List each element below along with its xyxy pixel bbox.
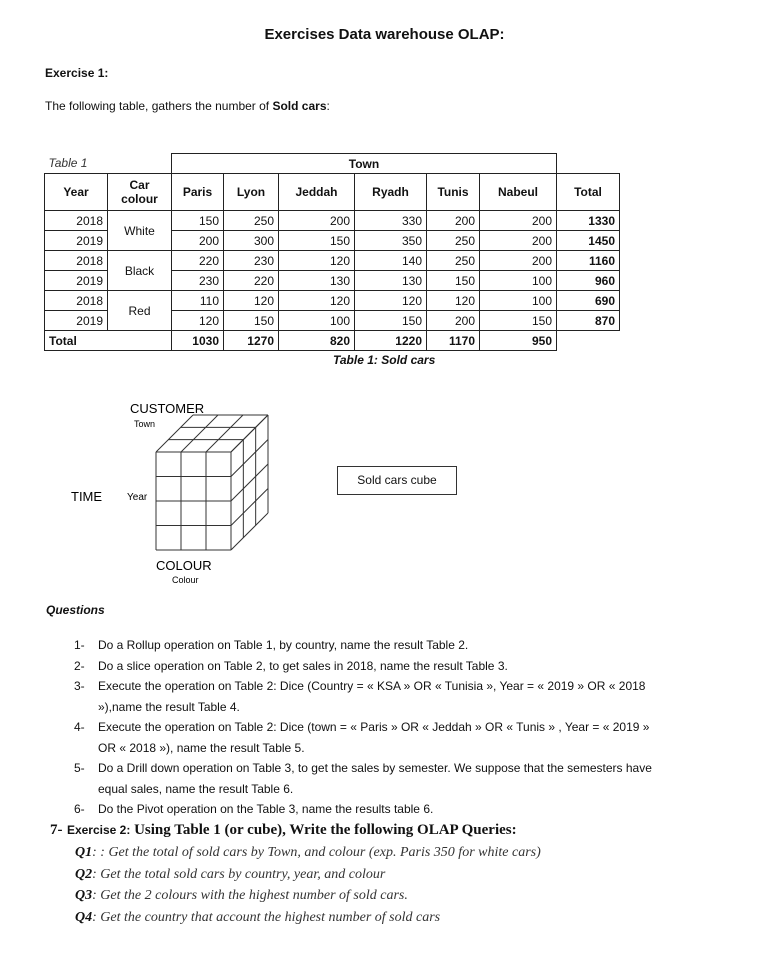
value-cell: 220 (172, 251, 224, 271)
value-cell: 140 (355, 251, 427, 271)
value-cell: 200 (480, 231, 557, 251)
header-ryadh: Ryadh (355, 174, 427, 211)
value-cell: 300 (224, 231, 279, 251)
header-jeddah: Jeddah (279, 174, 355, 211)
table-body (45, 211, 620, 331)
value-cell: 250 (427, 251, 480, 271)
value-cell: 120 (279, 251, 355, 271)
page-title: Exercises Data warehouse OLAP: (264, 26, 505, 43)
value-cell: 100 (480, 291, 557, 311)
table-total-row (45, 331, 620, 351)
value-cell: 150 (224, 311, 279, 331)
value-cell: 200 (172, 231, 224, 251)
value-cell: 150 (355, 311, 427, 331)
value-cell: 330 (355, 211, 427, 231)
value-cell: 150 (480, 311, 557, 331)
header-year: Year (45, 174, 108, 211)
header-car-colour: Car colour (108, 174, 172, 211)
year-cell: 2018 (45, 251, 108, 271)
table-row (45, 291, 620, 311)
question-number: 1- (74, 638, 85, 652)
question-text: OR « 2018 »), name the result Table 5. (98, 740, 305, 755)
cube-edge (231, 464, 268, 501)
year-cell: 2019 (45, 271, 108, 291)
query-label: Q1 (75, 845, 93, 860)
value-cell: 150 (279, 231, 355, 251)
question-text: Do the Pivot operation on the Table 3, name the results table 6. (98, 802, 434, 816)
exercise-1-heading: Exercise 1: (45, 66, 109, 80)
intro-text: The following table, gathers the number of (45, 99, 273, 113)
question-item (74, 720, 649, 734)
header-total: Total (557, 174, 620, 211)
header-tunis: Tunis (427, 174, 480, 211)
cube-customer-label: CUSTOMER (130, 401, 205, 416)
value-cell: 200 (427, 211, 480, 231)
value-cell: 120 (427, 291, 480, 311)
question-number: 6- (74, 802, 85, 816)
value-cell: 200 (427, 311, 480, 331)
cube-edge (231, 513, 268, 550)
olap-query (75, 910, 440, 926)
cube-edge (181, 415, 218, 452)
exercise-2-number: 7- (50, 822, 63, 838)
olap-cube-diagram (60, 395, 300, 595)
cube-colour-upper-label: COLOUR (156, 558, 212, 573)
column-total: 950 (480, 331, 557, 351)
question-item (74, 782, 293, 796)
year-cell: 2019 (45, 231, 108, 251)
row-total-cell: 1450 (557, 231, 620, 251)
question-number: 5- (74, 761, 85, 775)
table-row (45, 251, 620, 271)
question-text: »),name the result Table 4. (98, 699, 240, 714)
column-total: 1220 (355, 331, 427, 351)
row-total-cell: 690 (557, 291, 620, 311)
row-total-cell: 1160 (557, 251, 620, 271)
exercise-2-label: Exercise 2: (66, 823, 131, 837)
town-group-header: Town (172, 154, 557, 174)
olap-query (75, 888, 408, 904)
query-label: Q3 (75, 888, 93, 903)
question-number: 3- (74, 679, 85, 693)
value-cell: 120 (279, 291, 355, 311)
question-item (74, 741, 305, 755)
header-paris: Paris (172, 174, 224, 211)
question-text: Do a Drill down operation on Table 3, to get the sales by semester. We suppose that the semesters have (98, 761, 652, 775)
value-cell: 150 (172, 211, 224, 231)
query-text: : Get the 2 colours with the highest number of sold cars. (92, 888, 408, 903)
cube-time-label: TIME (71, 489, 103, 504)
value-cell: 220 (224, 271, 279, 291)
column-total: 1270 (224, 331, 279, 351)
cube-edge (231, 415, 268, 452)
olap-query (75, 867, 385, 883)
value-cell: 200 (480, 211, 557, 231)
year-cell: 2018 (45, 211, 108, 231)
row-total-cell: 1330 (557, 211, 620, 231)
value-cell: 200 (279, 211, 355, 231)
cube-edge (231, 440, 268, 477)
question-text: Execute the operation on Table 2: Dice (Country = « KSA » OR « Tunisia », Year = « 2019 » OR « 2018 (98, 679, 646, 693)
exercise-2-title: Using Table 1 (or cube), Write the following OLAP Queries: (130, 822, 517, 838)
exercise-1-intro (45, 99, 330, 113)
query-text: : : Get the total of sold cars by Town, and colour (exp. Paris 350 for white cars) (92, 845, 541, 860)
value-cell: 250 (427, 231, 480, 251)
query-text: : Get the total sold cars by country, year, and colour (92, 866, 386, 882)
colour-cell: Red (108, 291, 172, 331)
question-item (74, 659, 508, 673)
column-total: 1030 (172, 331, 224, 351)
cube-edge (156, 415, 193, 452)
colour-cell: Black (108, 251, 172, 291)
cube-town-label: Town (134, 419, 156, 429)
table-caption: Table 1: Sold cars (333, 353, 436, 367)
column-total: 820 (279, 331, 355, 351)
value-cell: 130 (355, 271, 427, 291)
question-item (74, 802, 433, 816)
query-label: Q2 (75, 866, 93, 882)
query-label: Q4 (75, 909, 93, 925)
intro-suffix: : (326, 99, 330, 113)
question-text: Do a slice operation on Table 2, to get sales in 2018, name the result Table 3. (98, 658, 508, 673)
value-cell: 150 (427, 271, 480, 291)
questions-heading: Questions (46, 603, 105, 617)
cube-edge (206, 415, 243, 452)
question-text: Do a Rollup operation on Table 1, by country, name the result Table 2. (98, 638, 469, 652)
question-number: 4- (74, 720, 85, 734)
header-nabeul: Nabeul (480, 174, 557, 211)
question-item (74, 761, 652, 775)
table-label: Table 1 (48, 156, 88, 171)
question-item (74, 679, 645, 693)
query-text: : Get the country that account the highest number of sold cars (92, 909, 441, 925)
sold-cars-cube-label: Sold cars cube (337, 466, 457, 495)
value-cell: 130 (279, 271, 355, 291)
question-text: equal sales, name the result Table 6. (98, 781, 294, 796)
exercise-2-heading (50, 821, 517, 839)
cube-colour-label: Colour (172, 575, 199, 585)
sold-cars-table (44, 153, 620, 351)
value-cell: 200 (480, 251, 557, 271)
value-cell: 350 (355, 231, 427, 251)
column-total: 1170 (427, 331, 480, 351)
value-cell: 100 (279, 311, 355, 331)
total-label: Total (45, 331, 172, 351)
cube-icon (156, 415, 268, 550)
question-item (74, 638, 468, 652)
row-total-cell: 870 (557, 311, 620, 331)
question-item (74, 700, 240, 714)
value-cell: 100 (480, 271, 557, 291)
value-cell: 120 (355, 291, 427, 311)
intro-bold: Sold cars (272, 99, 327, 113)
header-lyon: Lyon (224, 174, 279, 211)
value-cell: 120 (224, 291, 279, 311)
value-cell: 110 (172, 291, 224, 311)
cube-edge (231, 489, 268, 526)
value-cell: 120 (172, 311, 224, 331)
value-cell: 230 (172, 271, 224, 291)
table-row (45, 211, 620, 231)
colour-cell: White (108, 211, 172, 251)
year-cell: 2019 (45, 311, 108, 331)
year-cell: 2018 (45, 291, 108, 311)
value-cell: 230 (224, 251, 279, 271)
question-text: Execute the operation on Table 2: Dice (town = « Paris » OR « Jeddah » OR « Tunis » , Year = « 2019 » (98, 720, 650, 734)
olap-query (75, 845, 541, 861)
value-cell: 250 (224, 211, 279, 231)
question-number: 2- (74, 658, 85, 673)
cube-year-label: Year (127, 492, 148, 503)
table-header-row (45, 174, 620, 211)
row-total-cell: 960 (557, 271, 620, 291)
